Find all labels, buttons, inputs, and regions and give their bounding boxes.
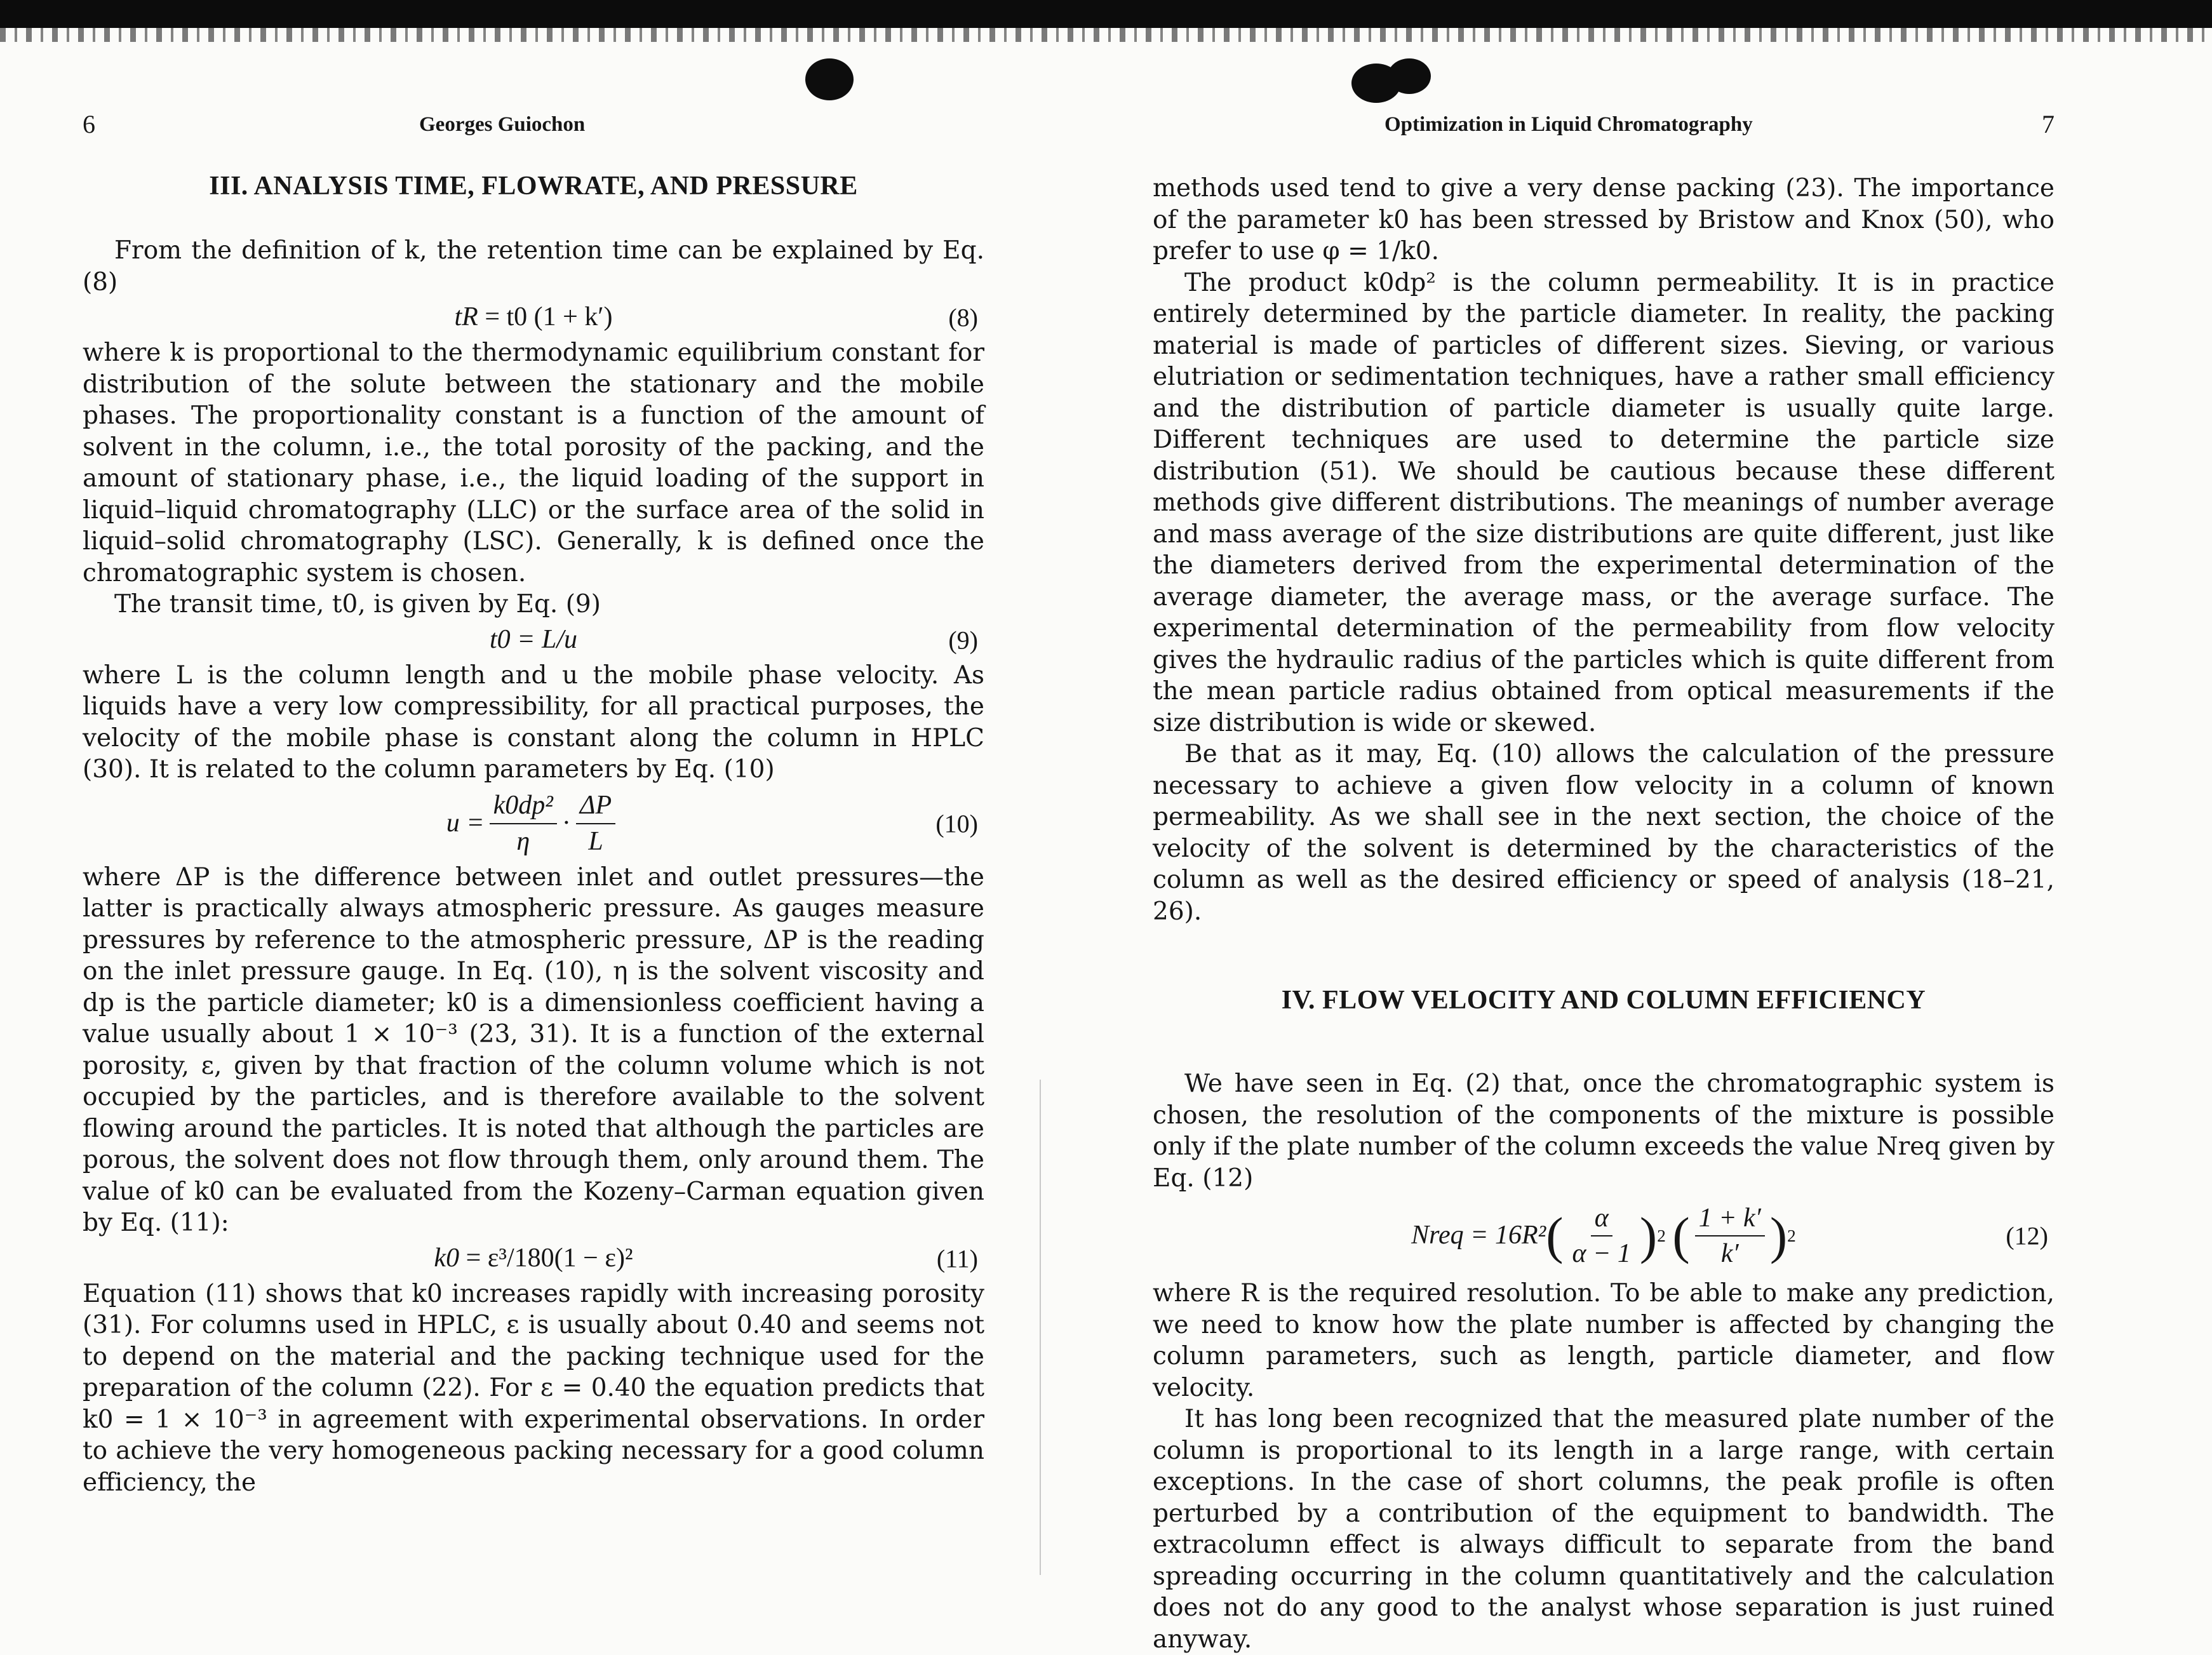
eq8-rhs: = t0 (1 + k′) bbox=[485, 302, 613, 332]
eq12-frac2-numerator: 1 + k′ bbox=[1695, 1203, 1765, 1236]
left-paragraph-1: From the definition of k, the retention time can be explained by Eq. (8) bbox=[83, 236, 984, 297]
eq12-paren-open-1: ( bbox=[1546, 1207, 1564, 1264]
eq12-fraction-alpha bbox=[1569, 1203, 1635, 1268]
eq12-paren-close-2: ) bbox=[1769, 1207, 1788, 1264]
eq9-lhs: t0 bbox=[489, 624, 511, 654]
eq8-lhs: tR bbox=[454, 302, 478, 332]
right-paragraph-6: It has long been recognized that the measured plate number of the column is proportional to its length in a large range, with certain exceptions. In the case of short columns, the peak profile is often perturbed by a contribution of the equipment to bandwidth. The extracolumn effect is always difficult to separate from the band spreading occurring in the column quantitatively and the calculation does not do any good to the analyst whose separation is just ruined anyway. bbox=[1153, 1405, 2054, 1654]
eq12-lhs: Nreq = 16R² bbox=[1411, 1221, 1546, 1250]
eq12-paren-close-1: ) bbox=[1639, 1207, 1658, 1264]
left-running-head bbox=[83, 110, 984, 141]
left-page-body bbox=[83, 169, 984, 1498]
eq10-number: (10) bbox=[935, 808, 978, 838]
eq12-paren-open-2: ( bbox=[1672, 1207, 1690, 1264]
eq11-lhs: k0 bbox=[434, 1243, 460, 1273]
eq10-frac1-denominator: η bbox=[516, 826, 530, 856]
running-head-author: Georges Guiochon bbox=[419, 113, 586, 136]
gutter-line bbox=[1040, 1080, 1041, 1575]
section-title-iv: IV. FLOW VELOCITY AND COLUMN EFFICIENCY bbox=[1281, 986, 1926, 1015]
eq10-frac1-numerator: k0dp² bbox=[490, 791, 557, 824]
left-paragraph-5: where ΔP is the difference between inlet and outlet pressures—the latter is practically always atmospheric pressure. As gauges measure pressures by reference to the atmospheric pressure, ΔP is the reading on the inlet pressure gauge. In Eq. (10), η is the solvent viscosity and dp is the particle diameter; k0 is a dimensionless coefficient having a value usually about 1 × 10⁻³ (23, 31). It is a function of the external porosity, ε, given by that fraction of the column volume which is not occupied by the particles, and is therefore available to the solvent flowing around the particles. It is noted that although the particles are porous, the solvent does not flow through them, only around them. The value of k0 can be evaluated from the Kozeny–Carman equation given by Eq. (11): bbox=[83, 862, 984, 1237]
left-paragraph-6: Equation (11) shows that k0 increases rapidly with increasing porosity (31). For columns used in HPLC, ε is usually about 0.40 and seems not to depend on the material and the packing technique used for the preparation of the column (22). For ε = 0.40 the equation predicts that k0 = 1 × 10⁻³ in agreement with experimental observations. In order to achieve the very homogeneous packing necessary for a good column efficiency, the bbox=[83, 1279, 984, 1497]
eq10-frac2-numerator: ΔP bbox=[576, 791, 615, 824]
right-paragraph-5: where R is the required resolution. To be able to make any prediction, we need to know how the plate number is affected by changing the column parameters, such as length, particle diameter, and flow velocity. bbox=[1153, 1279, 2054, 1402]
eq10-dot: · bbox=[561, 808, 571, 838]
left-page bbox=[83, 0, 984, 1577]
equation-8 bbox=[83, 298, 984, 337]
left-paragraph-2: where k is proportional to the thermodynamic equilibrium constant for distribution of the solute between the stationary and the mobile phases. The proportionality constant is a function of the amount of solvent in the column, i.e., the total porosity of the packing, and the amount of stationary phase, i.e., the liquid loading of the support in liquid–liquid chromatography (LLC) or the surface area of the solid in liquid–solid chromatography (LSC). Generally, k is defined once the chromatographic system is chosen. bbox=[83, 338, 984, 587]
running-head-title: Optimization in Liquid Chromatography bbox=[1384, 113, 1753, 136]
right-running-head bbox=[1153, 110, 2054, 141]
eq10-lhs: u = bbox=[446, 808, 485, 838]
equation-12: Nreq = 16R² ( $\frac{\alpha}{\alpha - 1}$ ) 2 ( $\frac{1 + k'}{k'}$ ) 2 (12) bbox=[1411, 1203, 2048, 1268]
page-number-right: 7 bbox=[2042, 110, 2054, 138]
eq12-frac1-numerator: α bbox=[1591, 1203, 1612, 1236]
right-paragraph-3: Be that as it may, Eq. (10) allows the calculation of the pressure necessary to achieve a given flow velocity in a column of known permeability. As we shall see in the next section, the choice of the velocity of the solvent is determined by the characteristics of the column as well as the desired efficiency or speed of analysis (18–21, 26). bbox=[1153, 740, 2054, 926]
eq10-fraction-permeability bbox=[490, 791, 557, 855]
left-paragraph-3: The transit time, t0, is given by Eq. (9) bbox=[114, 590, 601, 619]
page-number-left: 6 bbox=[83, 110, 95, 138]
equation-9 bbox=[83, 620, 984, 660]
right-page-body bbox=[1153, 173, 2054, 1655]
eq11-number: (11) bbox=[936, 1243, 978, 1273]
eq8-number: (8) bbox=[948, 303, 978, 332]
eq9-number: (9) bbox=[948, 625, 978, 654]
left-paragraph-4: where L is the column length and u the mobile phase velocity. As liquids have a very low compressibility, for all practical purposes, the velocity of the mobile phase is constant along the column in HPLC (30). It is related to the column parameters by Eq. (10) bbox=[83, 660, 984, 784]
section-title-iii: III. ANALYSIS TIME, FLOWRATE, AND PRESSURE bbox=[209, 171, 858, 201]
eq9-rhs: = L/u bbox=[517, 624, 578, 654]
eq12-frac2-denominator: k′ bbox=[1720, 1239, 1739, 1268]
eq12-frac1-denominator: α − 1 bbox=[1572, 1239, 1631, 1268]
eq10-frac2-denominator: L bbox=[588, 826, 603, 856]
eq10-fraction-pressure bbox=[576, 791, 615, 855]
right-paragraph-1: methods used tend to give a very dense packing (23). The importance of the parameter k0 has been stressed by Bristow and Knox (50), who prefer to use φ = 1/k0. bbox=[1153, 174, 2054, 265]
equation-10 bbox=[83, 786, 984, 862]
right-paragraph-2: The product k0dp² is the column permeability. It is in practice entirely determined by the particle diameter. In reality, the packing material is made of particles of different sizes. Sieving, or various elutriation or sedimentation techniques, have a rather small efficiency and the distribution of particle diameter is usually quite large. Different techniques are used to determine the particle size distribution (51). We should be cautious because these different methods give different distributions. The meanings of number average and mass average of the size distributions are quite different, just like the diameters derived from the experimental determination of the average diameter, the average mass, or the average surface. The experimental determination of the permeability from flow velocity gives the hydraulic radius of the particles which is quite different from the mean particle radius obtained from optical measurements if the size distribution is wide or skewed. bbox=[1153, 268, 2054, 737]
eq12-number: (12) bbox=[2006, 1221, 2048, 1250]
right-paragraph-4: We have seen in Eq. (2) that, once the chromatographic system is chosen, the resolution of the components of the mixture is possible only if the plate number of the column exceeds the value Nreq given by Eq. (12) bbox=[1153, 1069, 2054, 1193]
eq11-rhs: = ε³/180(1 − ε)² bbox=[466, 1243, 633, 1273]
equation-11 bbox=[83, 1239, 984, 1278]
right-page bbox=[1153, 0, 2054, 1654]
eq12-fraction-k bbox=[1695, 1203, 1765, 1268]
